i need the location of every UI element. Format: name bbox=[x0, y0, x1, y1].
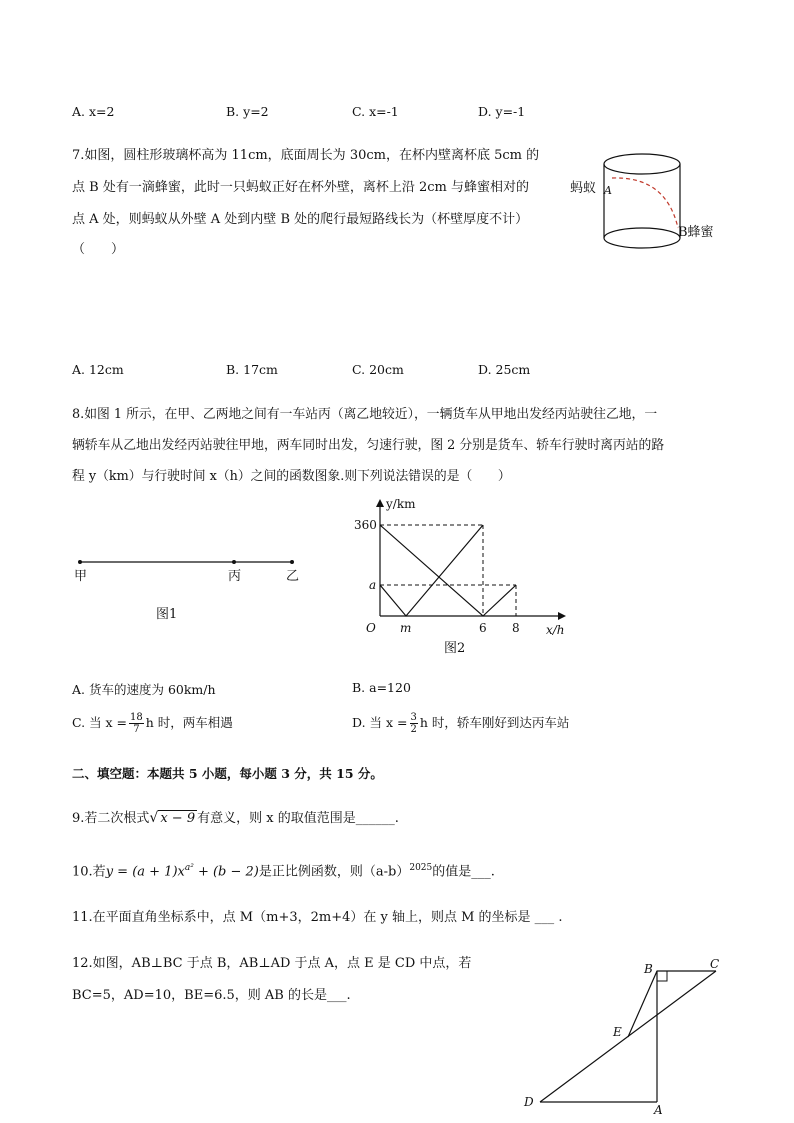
q7-point-a: A bbox=[604, 184, 612, 197]
fig2-caption: 图2 bbox=[444, 641, 466, 656]
q12-label-c: C bbox=[710, 957, 720, 971]
q10: 10.若$y = (a + 1)x^{a^2} + (b - 2)$是正比例函数，则$(a-b)^{2025}$的值是___. bbox=[72, 863, 495, 880]
fig1-caption: 图1 bbox=[156, 607, 178, 622]
fig2-ytick-a: a bbox=[369, 578, 377, 592]
q12-label-d: D bbox=[524, 1095, 534, 1109]
q8-line-3: 程 y（km）与行驶时间 x（h）之间的函数图象.则下列说法错误的是（ ） bbox=[72, 469, 511, 484]
q8-figure-1 bbox=[70, 552, 310, 632]
q8-option-c: C. 当 x = $\frac{18}{7}$ h 时，两车相遇 bbox=[72, 712, 233, 735]
q7-option-c: C. 20cm bbox=[352, 362, 404, 377]
q6-option-d: D. y=-1 bbox=[478, 104, 526, 119]
q12-label-b: B bbox=[644, 962, 653, 976]
fig1-point-bing: 丙 bbox=[228, 569, 242, 584]
q8-option-a: A. 货车的速度为 60km/h bbox=[72, 682, 216, 697]
q8-option-d: D. 当 x = $\frac{3}{2}$ h 时，轿车刚好到达丙车站 bbox=[352, 712, 570, 735]
fig2-ytick-360: 360 bbox=[354, 518, 377, 532]
q7-option-a: A. 12cm bbox=[72, 362, 124, 377]
q7-cylinder-figure bbox=[566, 148, 736, 260]
q9: 9.若二次根式√ x − 9 有意义，则 x 的取值范围是______. bbox=[72, 810, 399, 826]
q6-option-a: A. x=2 bbox=[72, 104, 115, 119]
section-2-title: 二、填空题：本题共 5 小题，每小题 3 分，共 15 分。 bbox=[72, 766, 383, 781]
fig2-ylabel: y/km bbox=[386, 497, 416, 511]
q12-label-e: E bbox=[613, 1025, 622, 1039]
q7-line-3: 点 A 处，则蚂蚁从外壁 A 处到内壁 B 处的爬行最短路线长为（杯壁厚度不计） bbox=[72, 212, 529, 227]
fig2-xtick-8: 8 bbox=[512, 621, 520, 635]
q12-figure bbox=[520, 956, 730, 1116]
q8-figure-2 bbox=[350, 494, 580, 662]
fig2-origin: O bbox=[366, 621, 376, 635]
q7-option-b: B. 17cm bbox=[226, 362, 278, 377]
fig2-xlabel: x/h bbox=[546, 623, 565, 637]
q12-line-2: BC=5，AD=10，BE=6.5，则 AB 的长是___. bbox=[72, 988, 351, 1003]
q7-option-d: D. 25cm bbox=[478, 362, 531, 377]
q12-label-a: A bbox=[654, 1103, 663, 1116]
q6-option-b: B. y=2 bbox=[226, 104, 269, 119]
q8-line-1: 8.如图 1 所示，在甲、乙两地之间有一车站丙（离乙地较近），一辆货车从甲地出发经丙站驶往乙地，一 bbox=[72, 407, 658, 422]
fig1-point-yi: 乙 bbox=[286, 569, 300, 584]
q7-honey-label: B蜂蜜 bbox=[678, 225, 714, 240]
q7-line-4: （ ） bbox=[72, 242, 125, 257]
q6-option-c: C. x=-1 bbox=[352, 104, 399, 119]
q7-line-2: 点 B 处有一滴蜂蜜，此时一只蚂蚁正好在杯外壁，离杯上沿 2cm 与蜂蜜相对的 bbox=[72, 180, 529, 195]
fig2-xtick-m: m bbox=[400, 621, 412, 635]
q7-line-1: 7.如图，圆柱形玻璃杯高为 11cm，底面周长为 30cm，在杯内壁离杯底 5cm 的 bbox=[72, 148, 540, 163]
q7-ant-label: 蚂蚁 bbox=[570, 181, 597, 196]
fig1-point-jia: 甲 bbox=[74, 569, 88, 584]
q8-option-b: B. a=120 bbox=[352, 680, 411, 695]
q8-line-2: 辆轿车从乙地出发经丙站驶往甲地，两车同时出发，匀速行驶，图 2 分别是货车、轿车行驶时离丙站的路 bbox=[72, 438, 665, 453]
q12-line-1: 12.如图，AB⊥BC 于点 B，AB⊥AD 于点 A，点 E 是 CD 中点，若 bbox=[72, 956, 472, 971]
fig2-xtick-6: 6 bbox=[479, 621, 487, 635]
q11: 11.在平面直角坐标系中，点 M（m+3，2m+4）在 y 轴上，则点 M 的坐标是 ___ . bbox=[72, 910, 563, 925]
